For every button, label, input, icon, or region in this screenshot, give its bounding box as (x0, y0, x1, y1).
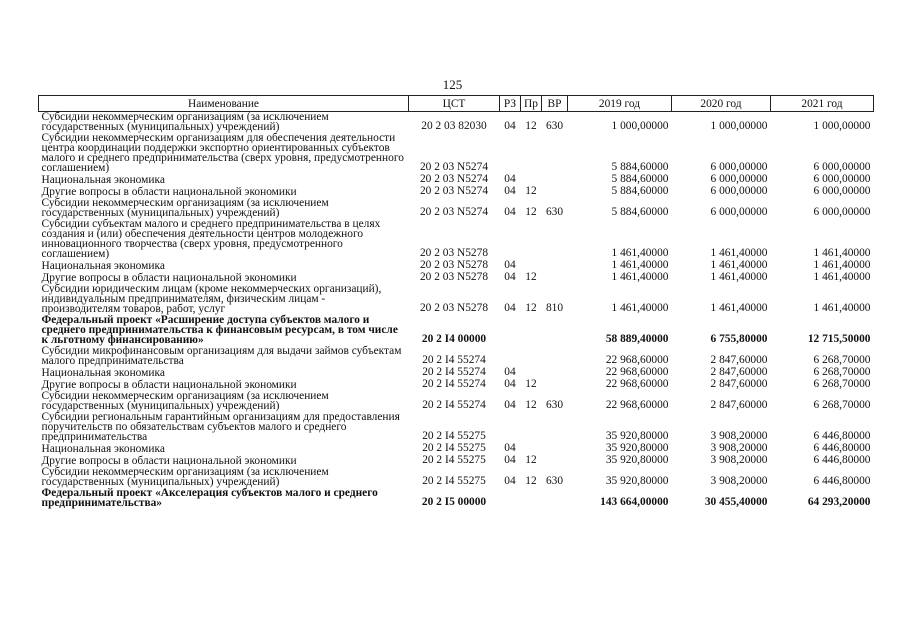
row-2019: 35 920,80000 (605, 475, 669, 487)
row-vr (542, 346, 568, 367)
row-2020: 1 461,40000 (710, 302, 768, 314)
row-2019: 35 920,80000 (605, 454, 669, 466)
row-2020: 6 000,00000 (710, 185, 768, 197)
row-name: Субсидии некоммерческим организациям (за исключением государственных (муниципальных) учреждений) (41, 111, 329, 133)
row-pr (521, 133, 542, 174)
row-2021: 12 715,50000 (807, 333, 871, 345)
row-rz (500, 219, 521, 260)
row-name: Субсидии некоммерческим организациям (за исключением государственных (муниципальных) учреждений) (41, 197, 329, 219)
row-2019: 22 968,60000 (605, 399, 669, 411)
row-name: Субсидии региональным гарантийным организациям для предоставления поручительств по обязательствам субъектов малого и среднего предпринимательства (41, 411, 400, 443)
row-name: Национальная экономика (41, 174, 165, 186)
header-name: Наименование (39, 96, 409, 112)
row-vr (542, 443, 568, 455)
row-name: Субсидии некоммерческим организациям (за исключением государственных (муниципальных) учреждений) (41, 466, 329, 488)
row-2020: 3 908,20000 (710, 430, 768, 442)
row-rz: 04 (504, 259, 516, 271)
row-rz: 04 (504, 454, 516, 466)
row-name: Другие вопросы в области национальной экономики (41, 455, 297, 467)
row-2021: 1 461,40000 (813, 271, 871, 283)
row-2020: 30 455,40000 (704, 496, 768, 508)
row-2020: 1 461,40000 (710, 271, 768, 283)
row-pr: 12 (525, 378, 537, 390)
table-row (39, 412, 874, 443)
row-vr (542, 272, 568, 284)
row-2021: 6 268,70000 (813, 399, 871, 411)
row-2019: 1 000,00000 (611, 120, 669, 132)
row-2021: 6 446,80000 (813, 442, 871, 454)
row-2020: 2 847,60000 (710, 378, 768, 390)
row-2019: 1 461,40000 (611, 271, 669, 283)
row-rz (500, 315, 521, 346)
row-rz: 04 (504, 442, 516, 454)
row-cst: 20 2 03 N5274 (419, 206, 489, 218)
row-2019: 22 968,60000 (605, 354, 669, 366)
row-cst: 20 2 I4 55274 (422, 378, 486, 390)
table-row (39, 467, 874, 488)
row-2020: 3 908,20000 (710, 475, 768, 487)
row-rz: 04 (504, 399, 516, 411)
row-name: Другие вопросы в области национальной экономики (41, 379, 297, 391)
row-cst: 20 2 03 N5278 (419, 247, 489, 259)
budget-table (38, 95, 874, 509)
row-2019: 22 968,60000 (605, 366, 669, 378)
row-cst: 20 2 I4 55275 (422, 442, 486, 454)
row-pr (521, 412, 542, 443)
row-pr (521, 315, 542, 346)
row-2021: 1 461,40000 (813, 259, 871, 271)
row-rz: 04 (504, 120, 516, 132)
row-pr: 12 (525, 206, 537, 218)
row-2021: 6 000,00000 (813, 206, 871, 218)
table-row (39, 198, 874, 219)
header-vr: ВР (542, 96, 568, 112)
row-vr (542, 455, 568, 467)
row-cst: 20 2 I5 00000 (421, 496, 487, 508)
row-cst: 20 2 I4 55275 (422, 430, 486, 442)
row-2019: 1 461,40000 (611, 247, 669, 259)
table-body (39, 112, 874, 510)
row-2021: 6 446,80000 (813, 454, 871, 466)
row-2019: 1 461,40000 (611, 302, 669, 314)
row-rz: 04 (504, 173, 516, 185)
row-cst: 20 2 I4 55275 (422, 454, 486, 466)
row-rz (500, 412, 521, 443)
row-2019: 5 884,60000 (611, 161, 669, 173)
row-pr: 12 (525, 120, 537, 132)
table-row (39, 284, 874, 315)
row-2021: 1 461,40000 (813, 302, 871, 314)
header-2021: 2021 год (771, 96, 874, 112)
row-2021: 1 461,40000 (813, 247, 871, 259)
row-vr: 810 (545, 302, 564, 314)
header-2020: 2020 год (672, 96, 771, 112)
row-cst: 20 2 03 N5274 (419, 173, 489, 185)
row-rz (500, 133, 521, 174)
table-row (39, 488, 874, 509)
row-2019: 58 889,40000 (605, 333, 669, 345)
row-name: Субсидии микрофинансовым организациям для выдачи займов субъектам малого предпринимательства (41, 345, 402, 367)
row-pr: 12 (525, 399, 537, 411)
row-2021: 1 000,00000 (813, 120, 871, 132)
table-row (39, 219, 874, 260)
row-name: Федеральный проект «Акселерация субъектов малого и среднего предпринимательства» (41, 487, 378, 509)
table-row (39, 133, 874, 174)
row-2021: 64 293,20000 (807, 496, 871, 508)
row-rz: 04 (504, 185, 516, 197)
row-pr (521, 219, 542, 260)
row-2020: 3 908,20000 (710, 454, 768, 466)
row-2019: 22 968,60000 (605, 378, 669, 390)
row-cst: 20 2 03 N5278 (419, 259, 489, 271)
row-cst: 20 2 I4 55274 (422, 354, 486, 366)
row-vr (542, 133, 568, 174)
page-number: 125 (442, 77, 463, 92)
row-pr: 12 (525, 454, 537, 466)
row-rz: 04 (504, 271, 516, 283)
row-2021: 6 268,70000 (813, 378, 871, 390)
row-name: Национальная экономика (41, 367, 165, 379)
row-vr (542, 174, 568, 186)
row-vr (542, 488, 568, 509)
row-2019: 5 884,60000 (611, 185, 669, 197)
table-header-row (39, 96, 874, 112)
row-name: Субсидии некоммерческим организациям (за исключением государственных (муниципальных) учреждений) (41, 390, 329, 412)
row-2019: 35 920,80000 (605, 430, 669, 442)
row-cst: 20 2 I4 55274 (422, 366, 486, 378)
header-2019: 2019 год (568, 96, 672, 112)
row-cst: 20 2 I4 55275 (422, 475, 486, 487)
row-vr (542, 379, 568, 391)
row-vr (542, 412, 568, 443)
row-2021: 6 268,70000 (813, 366, 871, 378)
row-cst: 20 2 03 82030 (421, 120, 487, 132)
row-pr: 12 (525, 185, 537, 197)
row-cst: 20 2 03 N5274 (419, 185, 489, 197)
row-2021: 6 000,00000 (813, 185, 871, 197)
row-pr: 12 (525, 271, 537, 283)
row-2021: 6 268,70000 (813, 354, 871, 366)
header-rz: РЗ (500, 96, 521, 112)
row-vr (542, 260, 568, 272)
row-name: Субсидии субъектам малого и среднего предпринимательства в целях создания и (или) обеспечения деятельности центров молодежного инновационного творчества (сверх уровня, предусмотренного соглашением) (41, 218, 381, 260)
row-2021: 6 000,00000 (813, 173, 871, 185)
row-2020: 1 000,00000 (710, 120, 768, 132)
row-rz: 04 (504, 378, 516, 390)
table-row (39, 391, 874, 412)
row-2020: 6 000,00000 (710, 161, 768, 173)
row-cst: 20 2 I4 00000 (421, 333, 487, 345)
row-vr (542, 186, 568, 198)
row-cst: 20 2 03 N5278 (419, 302, 489, 314)
row-vr (542, 315, 568, 346)
row-cst: 20 2 03 N5278 (419, 271, 489, 283)
row-name: Федеральный проект «Расширение доступа субъектов малого и среднего предпринимательства к финансовым ресурсам, в том числе к льготному финансированию» (41, 314, 398, 346)
row-name: Субсидии юридическим лицам (кроме некоммерческих организаций), индивидуальным предпринимателям, физическим лицам - производителям товаров, работ, услуг (41, 283, 382, 315)
row-cst: 20 2 I4 55274 (422, 399, 486, 411)
row-pr (521, 346, 542, 367)
header-pr: Пр (521, 96, 542, 112)
row-name: Субсидии некоммерческим организациям для обеспечения деятельности центра координации поддержки экспортно ориентированных субъектов малого и среднего предпринимательства (сверх уровня, предусмотренного соглашением) (41, 132, 404, 174)
row-2020: 2 847,60000 (710, 399, 768, 411)
row-2020: 6 000,00000 (710, 206, 768, 218)
row-vr (542, 367, 568, 379)
row-2021: 6 446,80000 (813, 475, 871, 487)
row-2021: 6 446,80000 (813, 430, 871, 442)
row-name: Национальная экономика (41, 260, 165, 272)
row-2020: 1 461,40000 (710, 259, 768, 271)
row-2020: 6 000,00000 (710, 173, 768, 185)
row-vr: 630 (545, 206, 564, 218)
row-2020: 6 755,80000 (710, 333, 768, 345)
row-pr: 12 (525, 302, 537, 314)
row-2019: 143 664,00000 (600, 496, 669, 508)
table-row (39, 346, 874, 367)
table-row (39, 315, 874, 346)
row-vr (542, 219, 568, 260)
row-2020: 2 847,60000 (710, 366, 768, 378)
row-2019: 5 884,60000 (611, 206, 669, 218)
row-cst: 20 2 03 N5274 (419, 161, 489, 173)
row-rz: 04 (504, 366, 516, 378)
row-2019: 1 461,40000 (611, 259, 669, 271)
row-rz: 04 (504, 302, 516, 314)
row-2020: 2 847,60000 (710, 354, 768, 366)
row-name: Национальная экономика (41, 443, 165, 455)
row-2019: 35 920,80000 (605, 442, 669, 454)
header-cst: ЦСТ (409, 96, 500, 112)
row-vr: 630 (545, 120, 564, 132)
row-rz (500, 488, 521, 509)
table-row (39, 112, 874, 134)
row-vr: 630 (545, 399, 564, 411)
row-2020: 3 908,20000 (710, 442, 768, 454)
row-name: Другие вопросы в области национальной экономики (41, 186, 297, 198)
row-pr (521, 488, 542, 509)
row-pr: 12 (525, 475, 537, 487)
row-rz: 04 (504, 475, 516, 487)
row-2021: 6 000,00000 (813, 161, 871, 173)
row-name: Другие вопросы в области национальной экономики (41, 272, 297, 284)
row-rz (500, 346, 521, 367)
row-2020: 1 461,40000 (710, 247, 768, 259)
row-rz: 04 (504, 206, 516, 218)
row-vr: 630 (545, 475, 564, 487)
row-2019: 5 884,60000 (611, 173, 669, 185)
